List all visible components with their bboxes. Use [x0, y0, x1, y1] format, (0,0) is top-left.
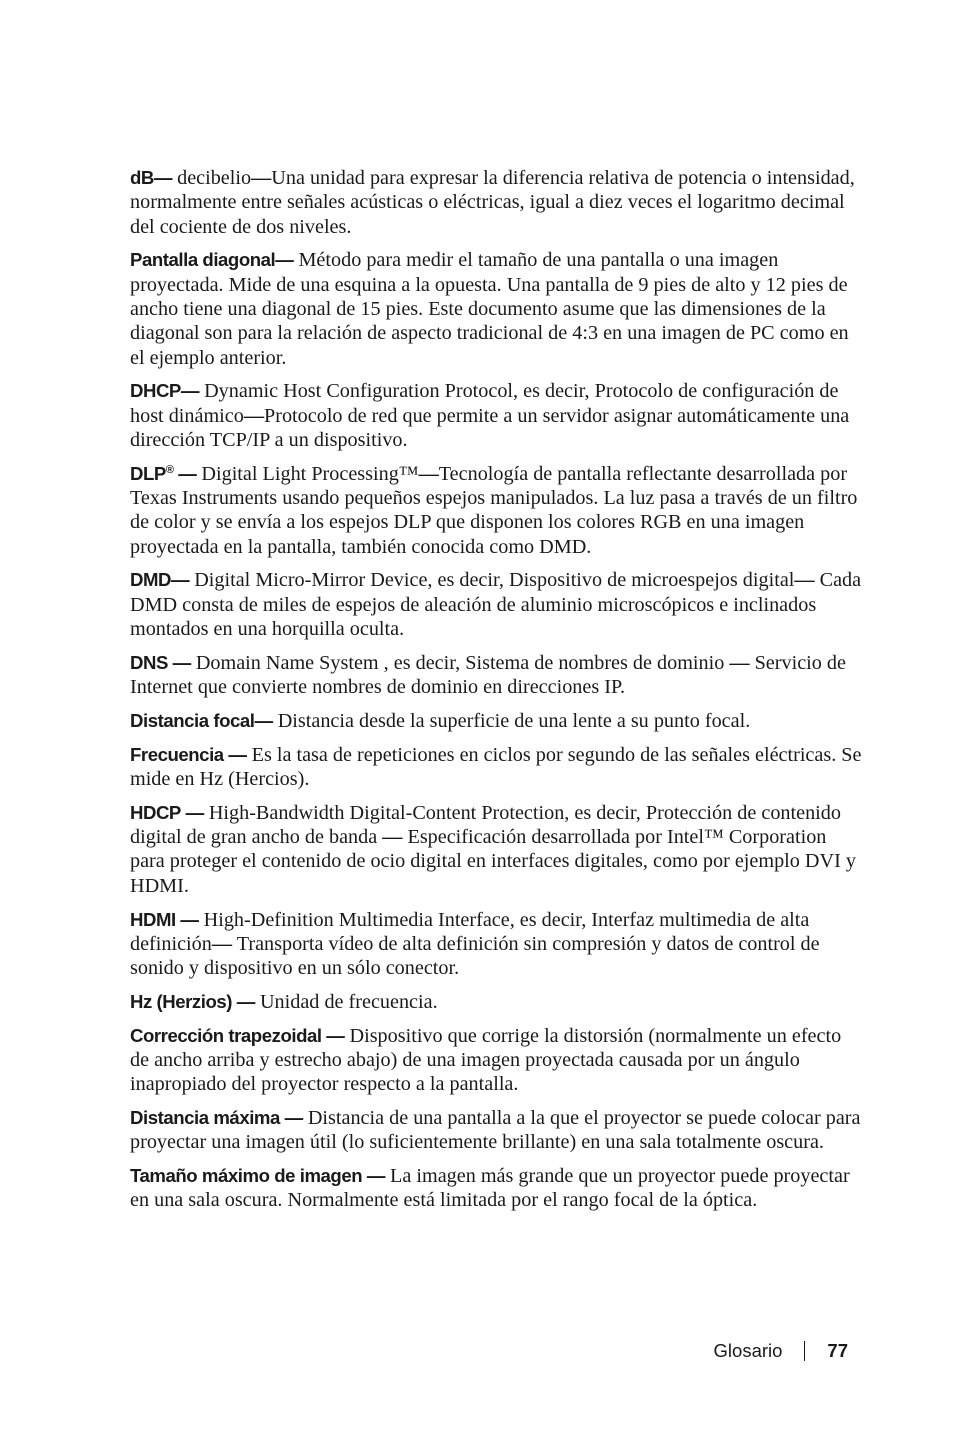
definition: Domain Name System , es decir, Sistema de nombres de dominio — [190, 651, 730, 674]
term: HDCP — — [130, 801, 204, 823]
definition: La imagen más grande que un proyector puede proyectar en una sala oscura. Normalmente está limitada por el rango focal de la óptica. — [130, 1165, 850, 1212]
glossary-entry-dns — [130, 651, 865, 700]
term: DLP® — — [130, 462, 197, 484]
glossary-entry-dmd — [130, 568, 865, 641]
glossary-entry-hz — [130, 990, 865, 1014]
glossary-entry-hdcp — [130, 801, 865, 898]
definition: Es la tasa de repeticiones en ciclos por segundo de las señales eléctricas. Se mide en Hz (Hercios). — [130, 743, 862, 791]
em-dash: — — [243, 404, 265, 427]
definition-cont: Servicio de Internet que convierte nombres de dominio en direcciones IP. — [130, 651, 846, 699]
definition: decibelio — [172, 167, 252, 189]
definition: Distancia desde la superficie de una lente a su punto focal. — [272, 709, 751, 732]
term: Hz (Herzios) — — [130, 990, 255, 1012]
page-footer — [714, 1340, 848, 1362]
definition: Digital Light Processing™ — [196, 462, 419, 485]
definition: Dynamic Host Configuration Protocol, es decir, Protocolo de configuración de host dinámico — [130, 380, 839, 427]
term: Frecuencia — — [130, 743, 247, 765]
definition-cont: Especificación desarrollada por Intel™ Corporation para proteger el contenido de ocio digital en interfaces digitales, como por ejemplo DVI y HDMI. — [130, 826, 856, 897]
definition: Dispositivo que corrige la distorsión (normalmente un efecto de ancho arriba y estrecho abajo) de una imagen proyectada causada por un ángulo inapropiado del proyector respecto a la pantalla. — [130, 1024, 842, 1096]
glossary-entry-dhcp — [130, 379, 865, 452]
glossary-entry-dlp — [130, 462, 865, 559]
term: DNS — — [130, 651, 191, 673]
em-dash: — — [729, 651, 750, 674]
definition: Distancia de una pantalla a la que el proyector se puede colocar para proyectar una imagen útil (lo suficientemente brillante) en una sala totalmente oscura. — [130, 1107, 861, 1154]
glossary-entry-hdmi — [130, 908, 865, 981]
term: HDMI — — [130, 908, 199, 930]
definition-cont: Transporta vídeo de alta definición sin compresión y datos de control de sonido y dispositivo en un sólo conector. — [130, 932, 820, 980]
glossary-entry-frecuencia — [130, 743, 865, 792]
footer-section-title: Glosario — [713, 1340, 783, 1361]
definition-cont: Una unidad para expresar la diferencia relativa de potencia o intensidad, normalmente entre señales acústicas o eléctricas, igual a diez veces el logaritmo decimal del cociente de dos niveles. — [130, 167, 855, 238]
term: Pantalla diagonal— — [130, 249, 294, 271]
em-dash: — — [211, 932, 233, 955]
definition: High-Definition Multimedia Interface, es decir, Interfaz multimedia de alta definición — [130, 908, 810, 955]
glossary-content — [130, 166, 865, 1222]
term: Tamaño máximo de imagen — — [130, 1165, 385, 1187]
term: Distancia focal— — [130, 709, 273, 731]
definition: Digital Micro-Mirror Device, es decir, Dispositivo de microespejos digital — [189, 569, 795, 592]
term: Corrección trapezoidal — — [130, 1024, 345, 1046]
glossary-entry-pantalla-diagonal — [130, 248, 865, 369]
definition: Método para medir el tamaño de una pantalla o una imagen proyectada. Mide de una esquina a la opuesta. Una pantalla de 9 pies de alto y 12 pies de ancho tiene una diagonal de 15 pies. Este documento asume que las dimensiones de la diagonal son para la relación de aspecto tradicional de 4:3 en una imagen de PC como en el ejemplo anterior. — [130, 249, 849, 369]
definition: High-Bandwidth Digital-Content Protection, es decir, Protección de contenido digital de gran ancho de banda — [130, 801, 841, 849]
definition-cont: Protocolo de red que permite a un servidor asignar automáticamente una dirección TCP/IP a un dispositivo. — [130, 404, 850, 451]
term: DMD— — [130, 569, 190, 591]
em-dash: — — [418, 462, 439, 485]
glossary-entry-distancia-maxima — [130, 1106, 865, 1155]
glossary-entry-correccion-trapezoidal — [130, 1024, 865, 1097]
definition-cont: Tecnología de pantalla reflectante desarrollada por Texas Instruments usando pequeños espejos manipulados. La luz pasa a través de un filtro de color y se envía a los espejos DLP que disponen los colores RGB en una imagen proyectada en la pantalla, también conocida como DMD. — [130, 462, 858, 558]
page-number: 77 — [827, 1340, 848, 1361]
glossary-entry-db — [130, 166, 865, 239]
term: dB— — [130, 167, 173, 188]
definition: Unidad de frecuencia. — [254, 990, 438, 1013]
glossary-entry-tamano-maximo-de-imagen — [130, 1164, 865, 1213]
glossary-entry-distancia-focal — [130, 709, 865, 733]
term: Distancia máxima — — [130, 1107, 303, 1129]
definition-cont: Cada DMD consta de miles de espejos de aleación de aluminio microscópicos e inclinados montados en una horquilla oculta. — [130, 569, 862, 641]
footer-divider — [804, 1341, 805, 1361]
em-dash: — — [794, 569, 815, 592]
em-dash: — — [251, 167, 272, 189]
em-dash: — — [382, 826, 403, 849]
term: DHCP— — [130, 380, 200, 402]
